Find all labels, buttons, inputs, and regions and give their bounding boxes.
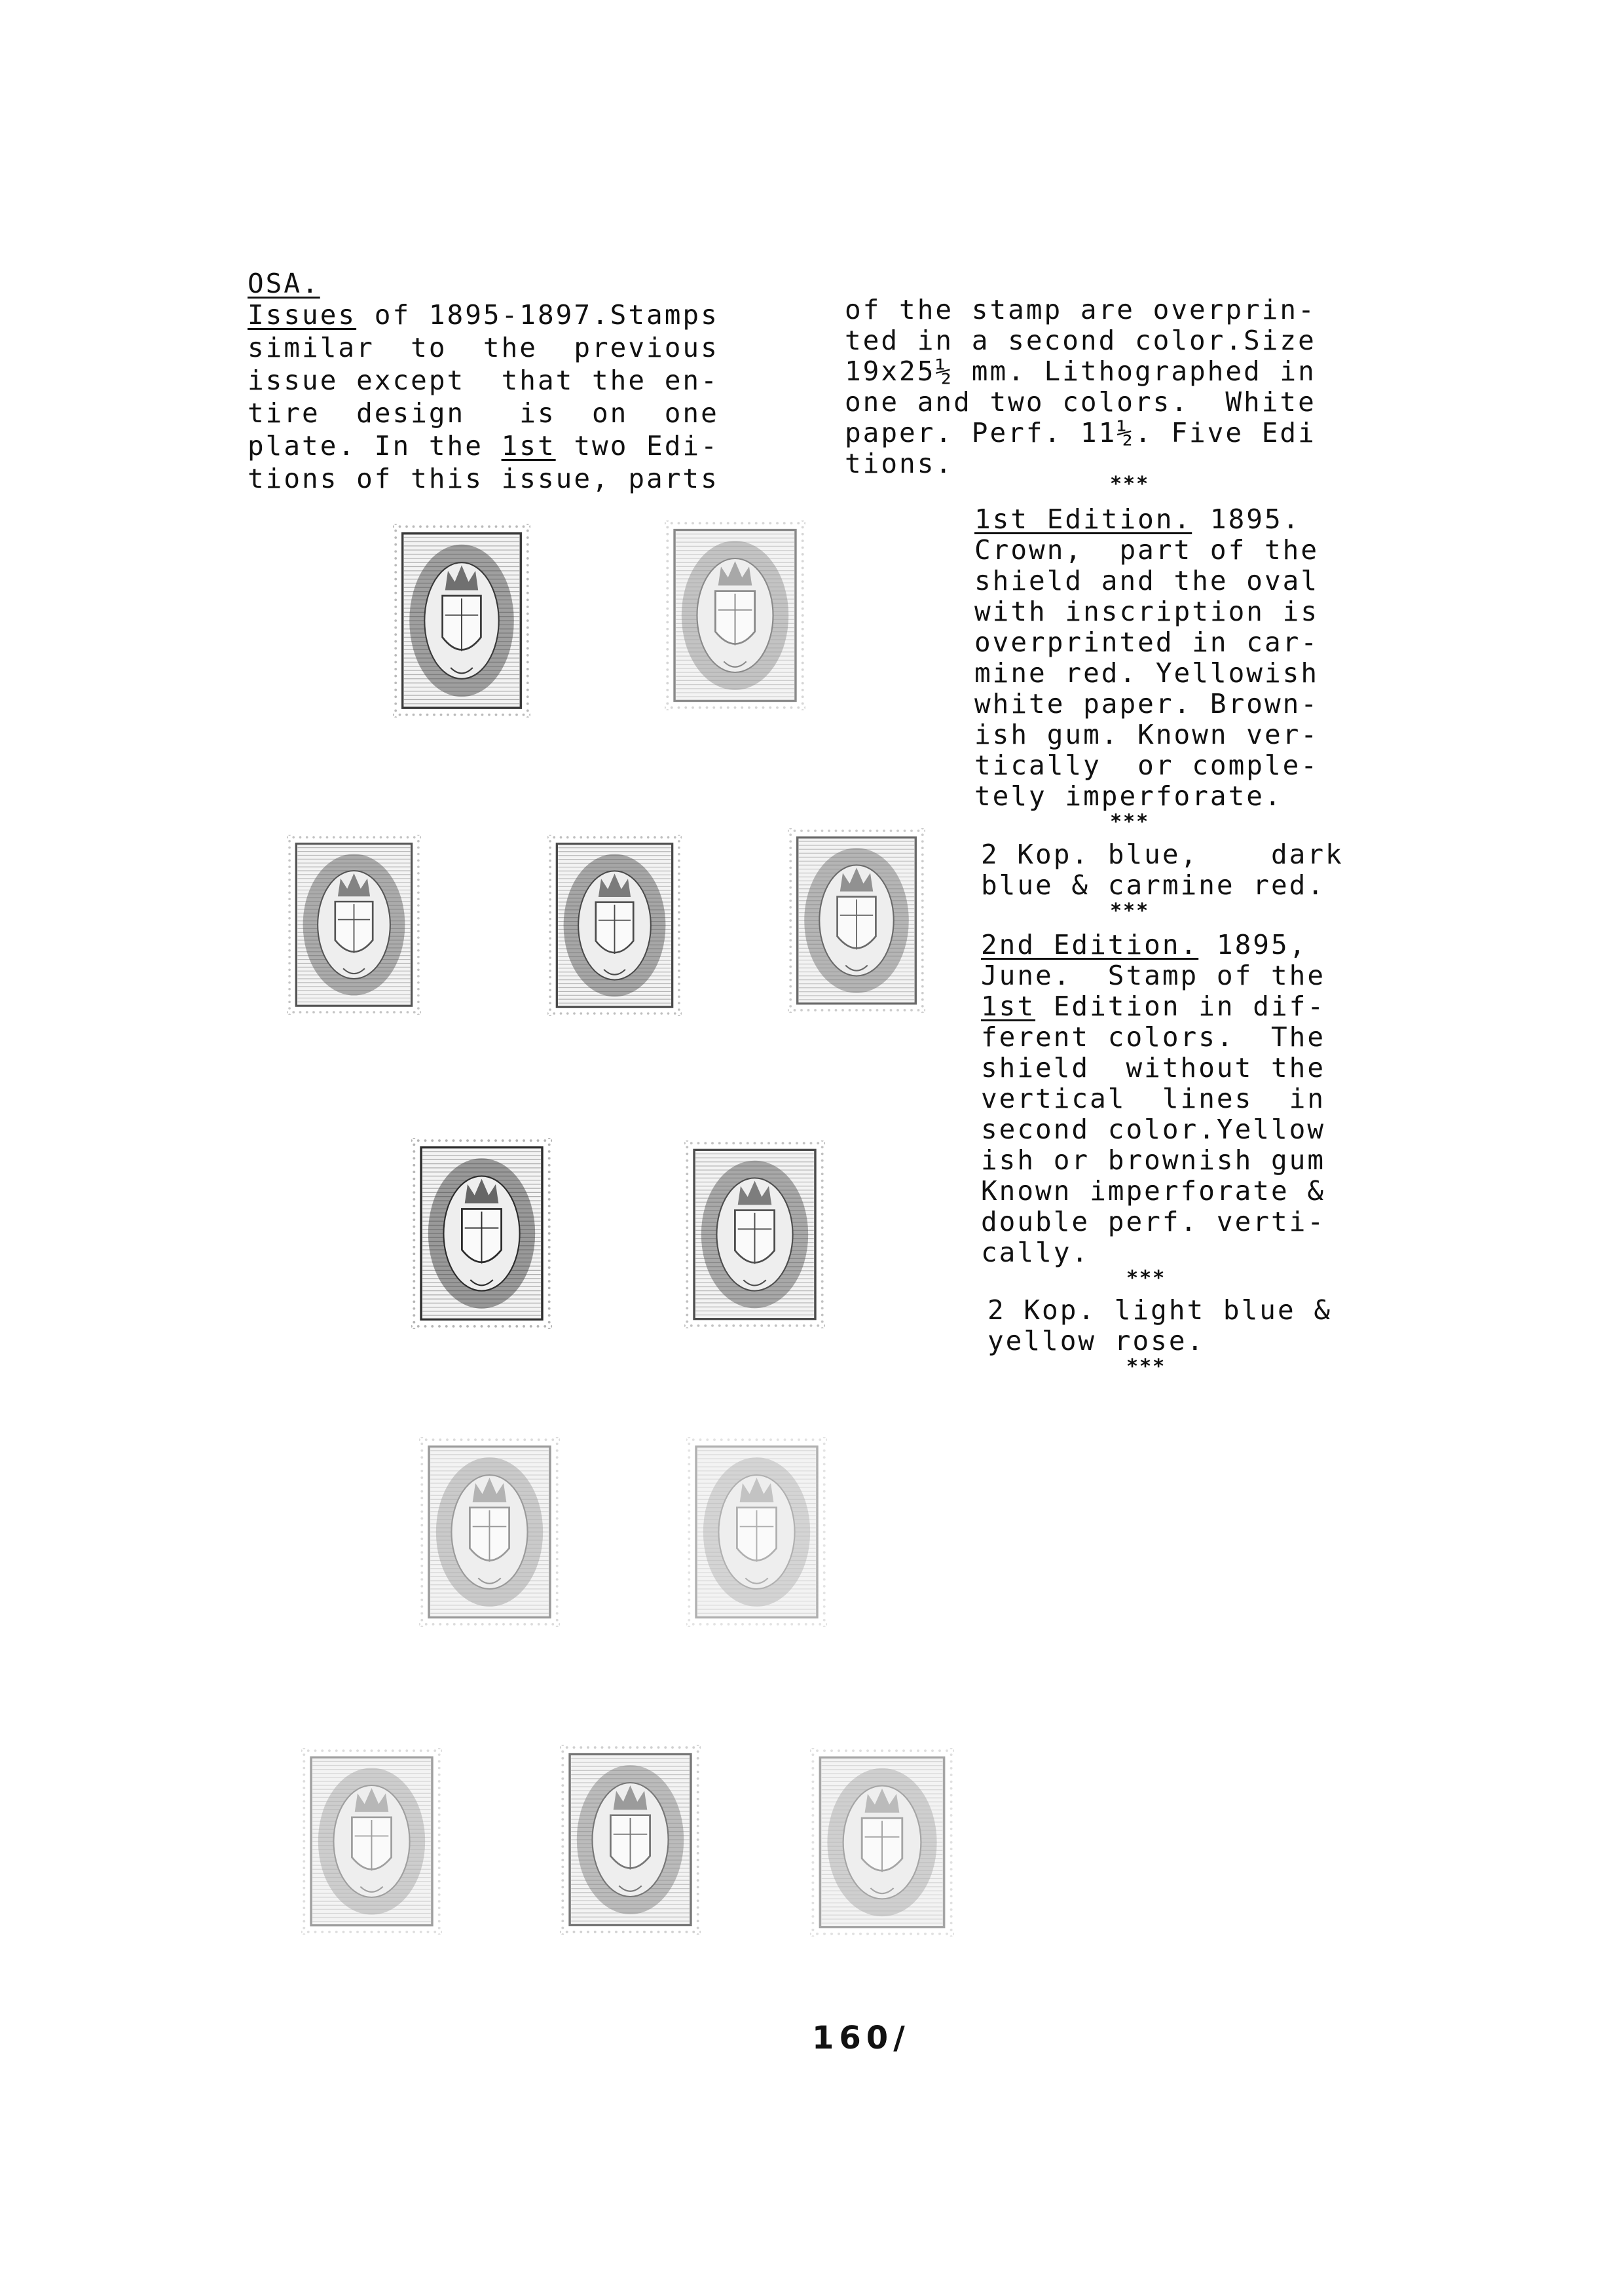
first-edition-variety-2: blue & carmine red. <box>981 869 1325 901</box>
second-edition-heading: 2nd Edition. 1895, <box>981 929 1308 960</box>
first-edition-line-9: tely imperforate. <box>974 780 1283 812</box>
first-edition-line-6: white paper. Brown- <box>974 688 1319 720</box>
second-edition-line-2: 1st Edition in dif- <box>981 991 1326 1022</box>
intro-right-line-3: 19x25½ mm. Lithographed in <box>845 355 1316 387</box>
second-edition-variety-1: 2 Kop. light blue & <box>987 1294 1332 1326</box>
stamp-image <box>287 835 421 1015</box>
stamp-image <box>411 1138 552 1329</box>
second-edition-line-4: shield without the <box>981 1052 1325 1084</box>
intro-right-line-4: one and two colors. White <box>845 386 1316 418</box>
first-edition-line-1: Crown, part of the <box>974 534 1319 566</box>
second-edition-line-6: second color.Yellow <box>981 1114 1325 1145</box>
stamp-image <box>393 524 530 718</box>
separator-5: *** <box>1126 1355 1166 1378</box>
first-edition-line-4: overprinted in car- <box>974 627 1319 658</box>
intro-line-3: issue except that the en- <box>248 365 719 396</box>
stamp-image <box>560 1745 701 1935</box>
separator-2: *** <box>1110 811 1150 833</box>
intro-line-6: tions of this issue, parts <box>248 463 719 494</box>
section-title: OSA. <box>248 268 320 299</box>
second-edition-line-9: double perf. verti- <box>981 1206 1325 1237</box>
stamp-image <box>788 828 925 1013</box>
stamp-image <box>684 1140 825 1328</box>
first-edition-heading: 1st Edition. 1895. <box>974 503 1301 535</box>
stamp-image <box>810 1748 954 1937</box>
intro-line-1: Issues of 1895-1897.Stamps <box>248 299 719 331</box>
intro-right-line-1: of the stamp are overprin- <box>845 294 1316 325</box>
stamp-image <box>686 1437 827 1627</box>
first-edition-line-2: shield and the oval <box>974 565 1319 596</box>
first-edition-line-7: ish gum. Known ver- <box>974 719 1319 750</box>
first-edition-variety-1: 2 Kop. blue, dark <box>981 839 1344 870</box>
second-edition-line-10: cally. <box>981 1237 1090 1268</box>
stamp-image <box>547 835 682 1016</box>
separator-1: *** <box>1110 473 1150 496</box>
first-edition-line-3: with inscription is <box>974 596 1319 627</box>
second-edition-line-8: Known imperforate & <box>981 1175 1325 1207</box>
first-edition-line-8: tically or comple- <box>974 750 1319 781</box>
page-number: 160/ <box>812 2020 910 2056</box>
intro-line-4: tire design is on one <box>248 397 719 429</box>
separator-3: *** <box>1110 900 1150 922</box>
intro-right-line-6: tions. <box>845 448 954 479</box>
stamp-image <box>419 1437 560 1627</box>
stamp-image <box>665 520 805 710</box>
separator-4: *** <box>1126 1267 1166 1290</box>
second-edition-variety-2: yellow rose. <box>987 1325 1206 1357</box>
intro-right-line-2: ted in a second color.Size <box>845 325 1316 356</box>
second-edition-line-3: ferent colors. The <box>981 1021 1325 1053</box>
intro-line-5: plate. In the 1st two Edi- <box>248 430 719 462</box>
second-edition-line-5: vertical lines in <box>981 1083 1325 1114</box>
first-edition-line-5: mine red. Yellowish <box>974 657 1319 689</box>
second-edition-line-1: June. Stamp of the <box>981 960 1325 991</box>
stamp-image <box>301 1748 442 1935</box>
intro-right-line-5: paper. Perf. 11½. Five Edi <box>845 417 1316 448</box>
second-edition-line-7: ish or brownish gum <box>981 1144 1325 1176</box>
intro-line-2: similar to the previous <box>248 332 719 363</box>
